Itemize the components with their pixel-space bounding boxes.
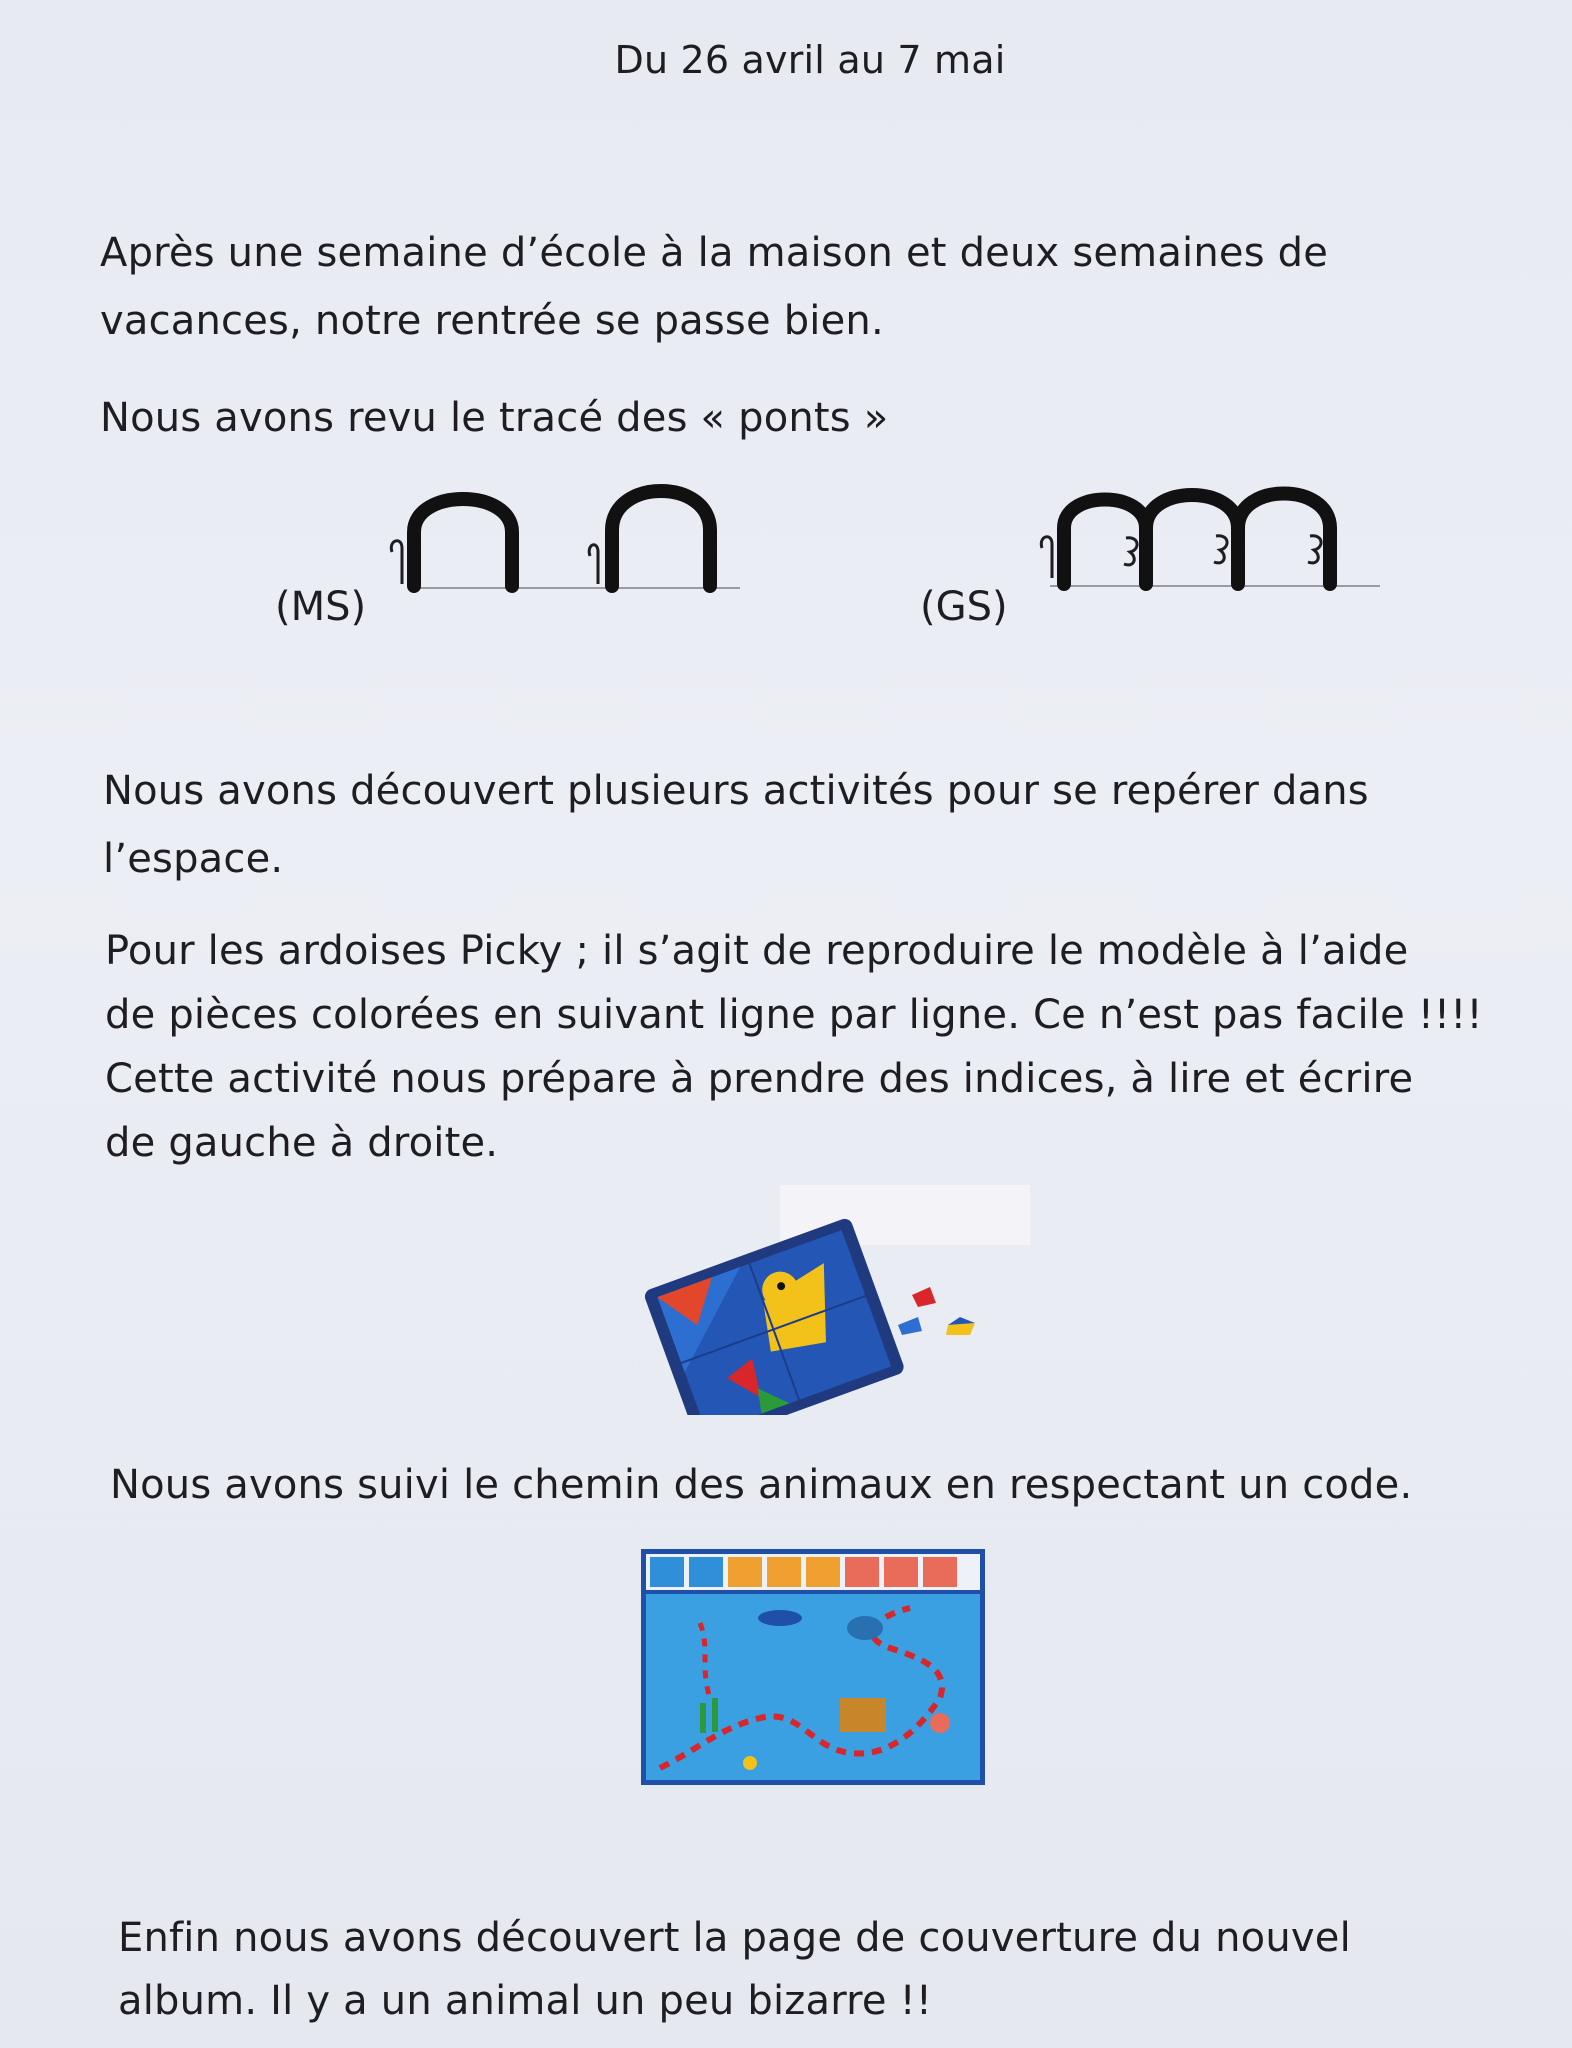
paragraph-album-line-2: album. Il y a un animal un peu bizarre !!: [118, 1978, 933, 2024]
paragraph-intro-line-1: Après une semaine d’école à la maison et deux semaines de: [100, 230, 1329, 276]
label-ms: (MS): [275, 584, 367, 630]
paragraph-picky-line-1: Pour les ardoises Picky ; il s’agit de reproduire le modèle à l’aide: [105, 928, 1409, 974]
page-title: Du 26 avril au 7 mai: [614, 38, 1006, 82]
paragraph-picky-line-2: de pièces colorées en suivant ligne par ligne. Ce n’est pas facile !!!!: [105, 992, 1483, 1038]
paragraph-album-line-1: Enfin nous avons découvert la page de couverture du nouvel: [118, 1915, 1351, 1961]
paragraph-picky-line-4: de gauche à droite.: [105, 1120, 499, 1166]
animal-path-card: [640, 1548, 986, 1786]
paragraph-picky-line-3: Cette activité nous prépare à prendre des indices, à lire et écrire: [105, 1056, 1414, 1102]
paragraph-chemin: Nous avons suivi le chemin des animaux en respectant un code.: [110, 1462, 1413, 1508]
picky-board-photo: [630, 1175, 1050, 1415]
label-gs: (GS): [920, 584, 1008, 630]
paragraph-intro-line-2: vacances, notre rentrée se passe bien.: [100, 298, 884, 344]
bridge-gs-drawing: [1030, 478, 1380, 598]
bridge-ms-drawing: [380, 480, 740, 600]
paragraph-espace-line-1: Nous avons découvert plusieurs activités pour se repérer dans: [103, 768, 1369, 814]
paragraph-espace-line-2: l’espace.: [103, 836, 284, 882]
paragraph-ponts: Nous avons revu le tracé des « ponts »: [100, 395, 889, 441]
